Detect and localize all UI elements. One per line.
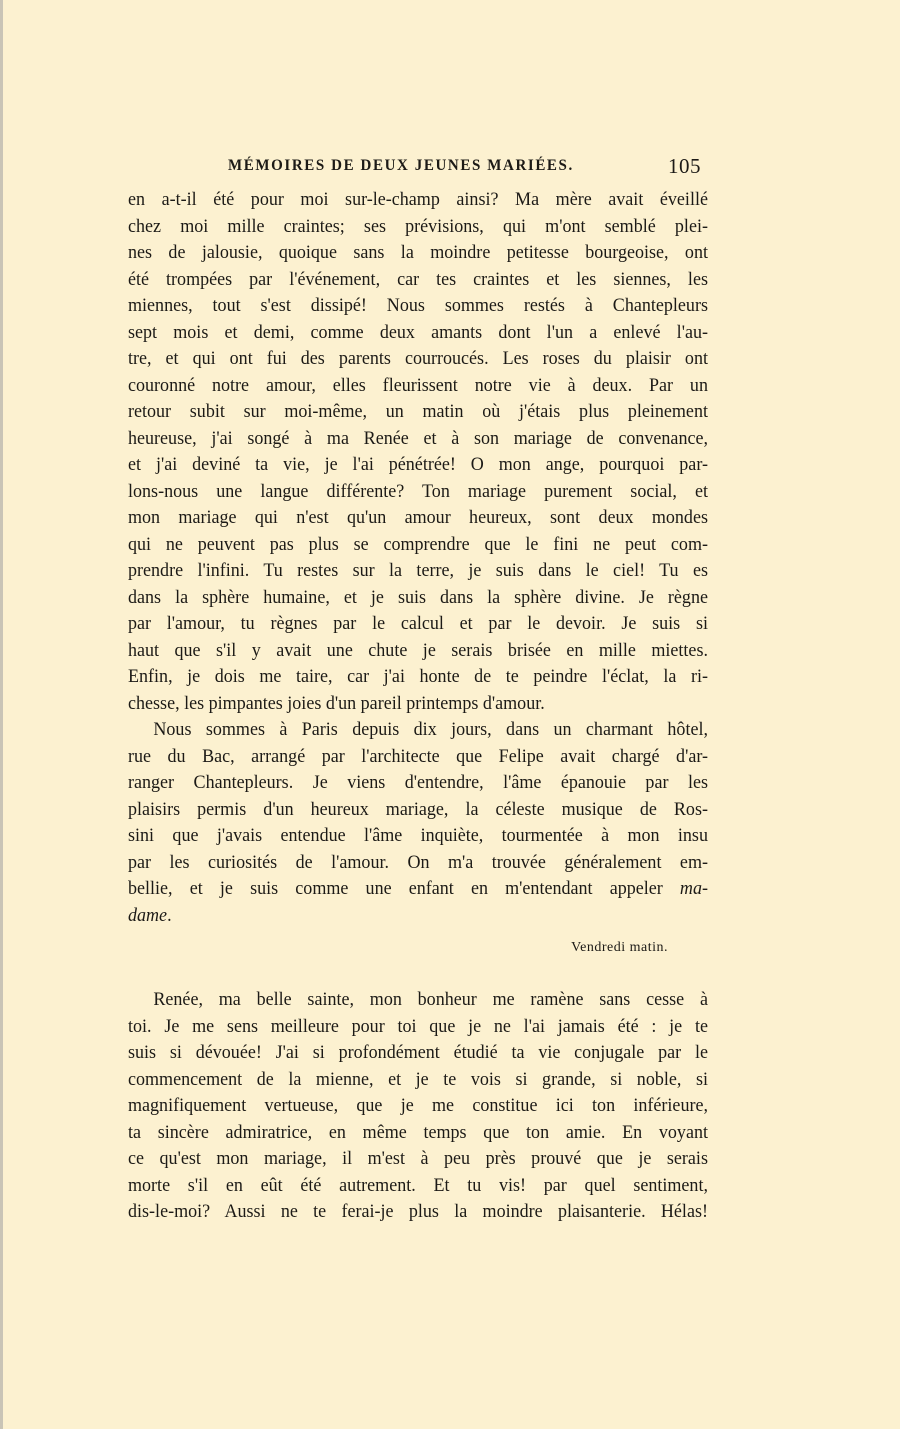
text-line: heureuse, j'ai songé à ma Renée et à son mariage de convenance, — [128, 427, 708, 449]
italic-word: dame — [128, 904, 168, 926]
text-line: retour subit sur moi-même, un matin où j'étais plus pleinement — [128, 401, 708, 422]
section-gap — [128, 955, 708, 987]
text-line: chesse, les pimpantes joies d'un pareil printemps d'amour. — [128, 692, 545, 714]
text-line — [128, 903, 708, 930]
text-line: ce qu'est mon mariage, il m'est à peu près prouvé que je serais — [128, 1148, 708, 1169]
text-line: en a-t-il été pour moi sur-le-champ ainsi? Ma mère avait éveillé — [128, 189, 708, 210]
text-line: magnifiquement vertueuse, que je me constitue ici ton inférieure, — [128, 1095, 708, 1116]
text-line — [128, 876, 708, 903]
text-line: miennes, tout s'est dissipé! Nous sommes restés à Chantepleurs — [128, 295, 708, 316]
text-line: mon mariage qui n'est qu'un amour heureux, sont deux mondes — [128, 507, 708, 528]
text-run: . — [167, 904, 172, 926]
text-line: couronné notre amour, elles fleurissent notre vie à deux. Par un — [128, 374, 708, 396]
text-line: tre, et qui ont fui des parents courroucés. Les roses du plaisir ont — [128, 348, 708, 369]
text-line: été trompées par l'événement, car tes craintes et les siennes, les — [128, 268, 708, 290]
text-line: qui ne peuvent pas plus se comprendre que le fini ne peut com- — [128, 533, 708, 555]
text-line: chez moi mille craintes; ses prévisions, qui m'ont semblé plei- — [128, 215, 708, 237]
paragraph-new-letter — [128, 987, 708, 1226]
text-line: Nous sommes à Paris depuis dix jours, dans un charmant hôtel, — [153, 719, 708, 740]
paragraph-paris — [128, 717, 708, 929]
running-title: MÉMOIRES DE DEUX JEUNES MARIÉES. — [228, 157, 574, 175]
paragraph-continued — [128, 187, 708, 717]
text-line: sini que j'avais entendue l'âme inquiète, tourmentée à mon insu — [128, 825, 708, 846]
text-line: dis-le-moi? Aussi ne te ferai-je plus la moindre plaisanterie. Hélas! — [128, 1201, 708, 1222]
text-line: plaisirs permis d'un heureux mariage, la céleste musique de Ros- — [128, 798, 708, 820]
text-line: morte s'il en eût été autrement. Et tu vis! par quel sentiment, — [128, 1174, 708, 1196]
text-line: prendre l'infini. Tu restes sur la terre, je suis dans le ciel! Tu es — [128, 560, 708, 581]
text-run: bellie, et je suis comme une enfant en m'entendant appeler — [128, 878, 680, 899]
scan-edge — [0, 0, 3, 1429]
text-line: ta sincère admiratrice, en même temps que ton amie. En voyant — [128, 1121, 708, 1143]
text-line: haut que s'il y avait une chute je serais brisée en mille miettes. — [128, 639, 708, 661]
text-line: nes de jalousie, quoique sans la moindre petitesse bourgeoise, ont — [128, 242, 708, 263]
text-line: toi. Je me sens meilleure pour toi que je ne l'ai jamais été : je te — [128, 1015, 708, 1037]
page-number: 105 — [668, 154, 701, 178]
text-line: Enfin, je dois me taire, car j'ai honte de te peindre l'éclat, la ri- — [128, 666, 708, 687]
book-page — [128, 152, 708, 1226]
text-line: suis si dévouée! J'ai si profondément étudié ta vie conjugale par le — [128, 1042, 708, 1063]
body-text — [128, 187, 708, 1226]
text-line: rue du Bac, arrangé par l'architecte que Felipe avait chargé d'ar- — [128, 745, 708, 767]
text-line: dans la sphère humaine, et je suis dans la sphère divine. Je règne — [128, 586, 708, 608]
letter-dateline: Vendredi matin. — [571, 940, 668, 955]
text-line: lons-nous une langue différente? Ton mariage purement social, et — [128, 480, 708, 502]
text-line: ranger Chantepleurs. Je viens d'entendre, l'âme épanouie par les — [128, 772, 708, 793]
italic-word: ma- — [679, 878, 708, 899]
text-line: par les curiosités de l'amour. On m'a trouvée généralement em- — [128, 851, 708, 873]
text-line: par l'amour, tu règnes par le calcul et par le devoir. Je suis si — [128, 613, 708, 634]
text-line: sept mois et demi, comme deux amants dont l'un a enlevé l'au- — [128, 321, 708, 343]
text-line: et j'ai deviné ta vie, je l'ai pénétrée! O mon ange, pourquoi par- — [128, 454, 708, 475]
text-line: commencement de la mienne, et je te vois si grande, si noble, si — [128, 1068, 708, 1090]
text-line: Renée, ma belle sainte, mon bonheur me ramène sans cesse à — [153, 989, 708, 1010]
running-head — [128, 152, 708, 182]
